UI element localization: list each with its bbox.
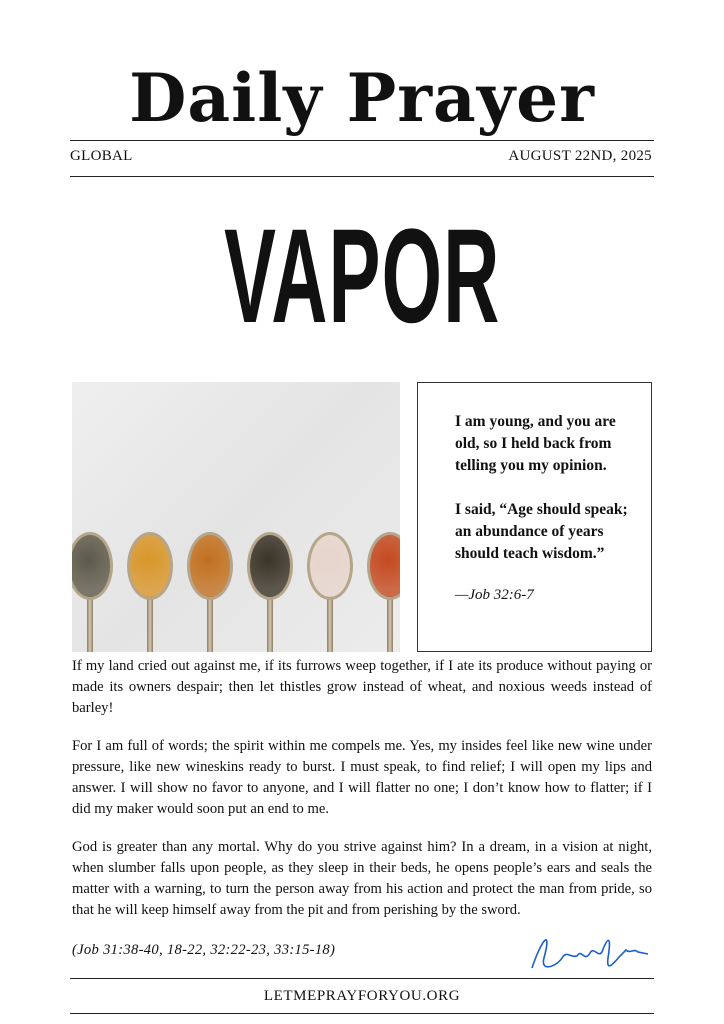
divider bbox=[70, 1013, 654, 1014]
region-label: GLOBAL bbox=[70, 148, 133, 164]
divider bbox=[70, 140, 654, 141]
reference-row bbox=[72, 938, 654, 978]
masthead-title: Daily Prayer bbox=[129, 59, 595, 137]
spoon bbox=[72, 382, 113, 652]
paragraph: If my land cried out against me, if its furrows weep together, if I ate its produce without paying or made its owners despair; then let thistles grow instead of wheat, and noxious weeds instead of barley! bbox=[72, 658, 652, 716]
spoon-bowl bbox=[247, 532, 293, 600]
scripture-reference: (Job 31:38-40, 18-22, 32:22-23, 33:15-18) bbox=[72, 942, 336, 958]
signature bbox=[522, 928, 652, 978]
body-text bbox=[72, 656, 652, 938]
spoon-bowl bbox=[127, 532, 173, 600]
spoon-handle bbox=[387, 596, 393, 652]
headline bbox=[0, 202, 724, 351]
spoon-bowl bbox=[72, 532, 113, 600]
spoon-handle bbox=[87, 596, 93, 652]
headline-text: VAPOR bbox=[223, 202, 501, 351]
divider bbox=[70, 176, 654, 177]
spoon-handle bbox=[327, 596, 333, 652]
date-label: AUGUST 22ND, 2025 bbox=[508, 148, 652, 164]
spoon bbox=[247, 382, 293, 652]
spoon-bowl bbox=[367, 532, 400, 600]
spoon bbox=[307, 382, 353, 652]
paragraph: For I am full of words; the spirit within me compels me. Yes, my insides feel like new wine under pressure, like new wineskins ready to burst. I must speak, to find relief; I will open my lips and answer. I will show no favor to anyone, and I will flatter no one; I don’t know how to flatter; if I did my maker would soon put an end to me. bbox=[72, 738, 652, 817]
lower-section bbox=[70, 656, 654, 1014]
spoon-bowl bbox=[187, 532, 233, 600]
spoon-handle bbox=[207, 596, 213, 652]
spoon bbox=[367, 382, 400, 652]
paragraph: God is greater than any mortal. Why do you strive against him? In a dream, in a vision at night, when slumber falls upon people, as they sleep in their beds, he opens people’s ears and seals the matter with a warning, to turn the person away from his action and protect the man from pride, so that he will keep himself away from the pit and from perishing by the sword. bbox=[72, 839, 652, 918]
spoon bbox=[127, 382, 173, 652]
quote-box bbox=[417, 382, 652, 652]
spoon-bowl bbox=[307, 532, 353, 600]
quote-line-2: I said, “Age should speak; an abundance of years should teach wisdom.” bbox=[455, 501, 628, 562]
spoon-handle bbox=[267, 596, 273, 652]
spoon bbox=[187, 382, 233, 652]
footer-website[interactable]: LETMEPRAYFORYOU.ORG bbox=[263, 988, 461, 1004]
spices-photo bbox=[72, 382, 400, 652]
quote-line-1: I am young, and you are old, so I held back from telling you my opinion. bbox=[455, 413, 616, 474]
quote-citation: —Job 32:6-7 bbox=[455, 587, 534, 603]
spoon-handle bbox=[147, 596, 153, 652]
